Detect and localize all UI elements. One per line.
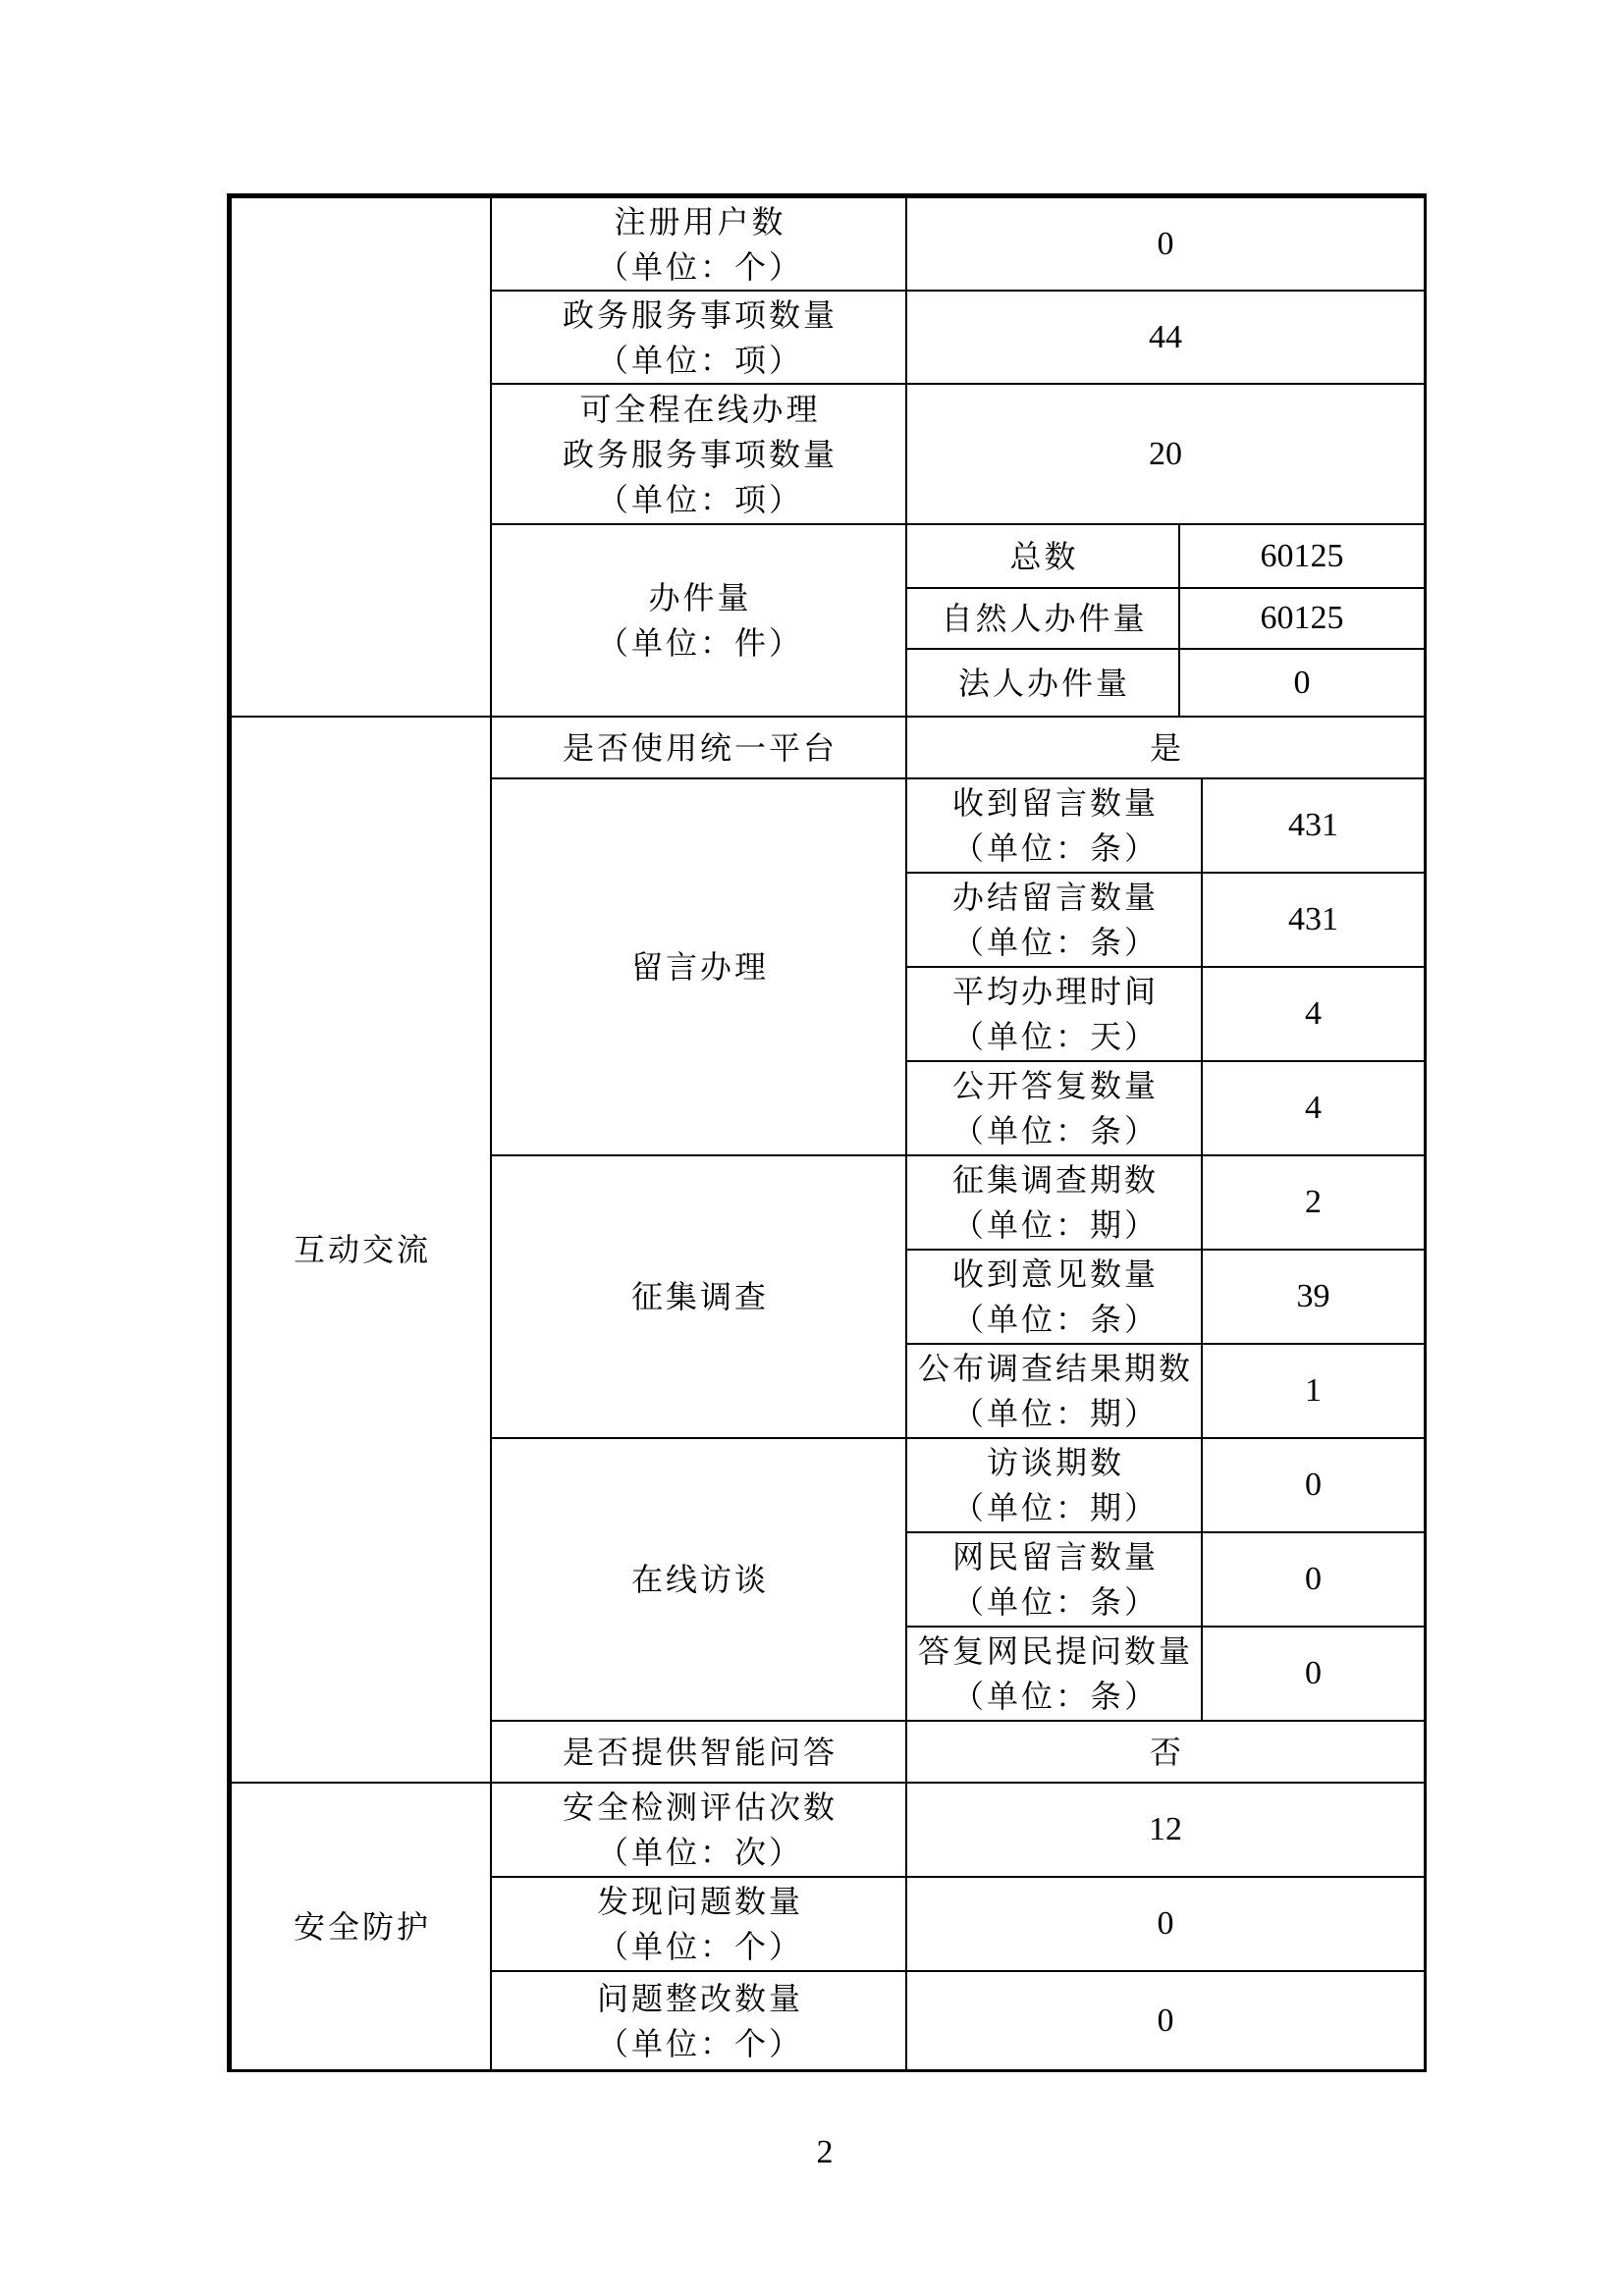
sub-value-opinions-received <box>1201 1249 1426 1345</box>
value-text: 0 <box>1157 1905 1174 1942</box>
label-unit: （单位：件） <box>596 625 803 661</box>
label-line: 公开答复数量 <box>951 1068 1159 1103</box>
category-cell-empty <box>230 196 492 718</box>
category-cell-security <box>230 1782 492 2071</box>
label-unit: （单位：条） <box>951 1302 1159 1337</box>
sub-value-messages-received <box>1201 777 1426 874</box>
sub-value-results-published <box>1201 1343 1426 1439</box>
value-text: 60125 <box>1260 600 1344 636</box>
label-unit: （单位：项） <box>596 481 803 517</box>
value-text: 60125 <box>1260 537 1344 574</box>
value-text: 0 <box>1305 1561 1322 1597</box>
label-line: 网民留言数量 <box>951 1539 1159 1575</box>
row-label-survey <box>490 1154 907 1439</box>
label-line: 自然人办件量 <box>941 601 1148 636</box>
sub-value-average-handling-time <box>1201 966 1426 1062</box>
label-line: 收到留言数量 <box>951 785 1159 821</box>
label-line: 是否使用统一平台 <box>562 729 838 766</box>
row-label-registered-users <box>490 196 907 292</box>
value-text: 2 <box>1305 1184 1322 1220</box>
row-label-unified-platform <box>490 716 907 779</box>
value-text: 否 <box>1149 1734 1184 1770</box>
sub-value-public-replies <box>1201 1060 1426 1156</box>
sub-label-public-replies <box>905 1060 1203 1156</box>
label-unit: （单位：项） <box>596 342 803 378</box>
sub-label-questions-answered <box>905 1626 1203 1722</box>
label-line: 总数 <box>1009 538 1079 574</box>
label-unit: （单位：个） <box>596 2025 803 2061</box>
sub-value-natural-person <box>1178 587 1426 650</box>
sub-value-legal-person <box>1178 648 1426 718</box>
label-line: 政务服务事项数量 <box>562 296 838 333</box>
label-line: 答复网民提问数量 <box>917 1633 1193 1669</box>
sub-label-messages-received <box>905 777 1203 874</box>
value-text: 1 <box>1305 1372 1322 1409</box>
sub-value-messages-completed <box>1201 872 1426 968</box>
row-label-service-items <box>490 290 907 385</box>
sub-label-results-published <box>905 1343 1203 1439</box>
sub-value-interview-issues <box>1201 1437 1426 1533</box>
page-number: 2 <box>816 2134 834 2170</box>
value-text: 44 <box>1149 318 1182 355</box>
label-line: 征集调查期数 <box>951 1162 1159 1198</box>
label-line: 法人办件量 <box>957 665 1130 701</box>
row-label-case-volume <box>490 523 907 718</box>
sub-value-questions-answered <box>1201 1626 1426 1722</box>
row-label-online-interview <box>490 1437 907 1722</box>
value-text: 0 <box>1305 1467 1322 1503</box>
label-unit: （单位：期） <box>951 1396 1159 1431</box>
value-text: 0 <box>1157 2002 1174 2039</box>
label-line: 发现问题数量 <box>596 1884 803 1919</box>
row-value-online-service-items <box>905 383 1426 525</box>
label-unit: （单位：个） <box>596 1929 803 1964</box>
category-label: 安全防护 <box>293 1908 431 1945</box>
label-unit: （单位：个） <box>596 248 803 285</box>
sub-label-messages-completed <box>905 872 1203 968</box>
sub-label-interview-issues <box>905 1437 1203 1533</box>
label-unit: （单位：条） <box>951 1113 1159 1148</box>
value-text: 0 <box>1305 1655 1322 1691</box>
row-value-smart-qa <box>905 1720 1426 1784</box>
category-cell-interaction <box>230 716 492 1784</box>
sub-label-survey-issues <box>905 1154 1203 1251</box>
label-line: 安全检测评估次数 <box>562 1789 838 1825</box>
row-value-problems-found <box>905 1876 1426 1972</box>
value-text: 431 <box>1288 807 1338 843</box>
label-line: 注册用户数 <box>614 203 786 240</box>
row-value-unified-platform <box>905 716 1426 779</box>
label-line: 办结留言数量 <box>951 880 1159 915</box>
value-text: 4 <box>1305 1090 1322 1126</box>
label-line: 公布调查结果期数 <box>917 1351 1193 1386</box>
value-text: 4 <box>1305 995 1322 1032</box>
row-label-problems-found <box>490 1876 907 1972</box>
sub-label-natural-person <box>905 587 1180 650</box>
label-unit: （单位：次） <box>596 1835 803 1870</box>
value-text: 39 <box>1296 1278 1330 1314</box>
label-unit: （单位：期） <box>951 1207 1159 1243</box>
label-unit: （单位：条） <box>951 925 1159 960</box>
label-unit: （单位：条） <box>951 1584 1159 1620</box>
label-unit: （单位：天） <box>951 1019 1159 1054</box>
value-text: 431 <box>1288 901 1338 937</box>
value-text: 0 <box>1157 225 1174 262</box>
sub-label-opinions-received <box>905 1249 1203 1345</box>
row-label-online-service-items <box>490 383 907 525</box>
label-unit: （单位：条） <box>951 830 1159 866</box>
row-value-service-items <box>905 290 1426 385</box>
label-line: 收到意见数量 <box>951 1256 1159 1292</box>
sub-label-average-handling-time <box>905 966 1203 1062</box>
value-text: 20 <box>1149 435 1182 472</box>
label-line: 访谈期数 <box>986 1445 1124 1480</box>
label-line: 征集调查 <box>630 1279 769 1314</box>
label-line: 留言办理 <box>630 949 769 985</box>
label-unit: （单位：期） <box>951 1490 1159 1525</box>
sub-value-netizen-messages <box>1201 1531 1426 1628</box>
label-line: 是否提供智能问答 <box>562 1734 838 1770</box>
label-unit: （单位：条） <box>951 1679 1159 1714</box>
sub-value-total <box>1178 523 1426 589</box>
sub-label-netizen-messages <box>905 1531 1203 1628</box>
row-value-problems-fixed <box>905 1970 1426 2071</box>
category-label: 互动交流 <box>293 1232 431 1267</box>
value-text: 12 <box>1149 1811 1182 1847</box>
row-value-registered-users <box>905 196 1426 292</box>
label-line: 在线访谈 <box>630 1562 769 1597</box>
row-label-message-handling <box>490 777 907 1156</box>
value-text: 0 <box>1293 664 1311 701</box>
label-line: 平均办理时间 <box>951 974 1159 1009</box>
value-text: 是 <box>1149 729 1184 766</box>
row-label-problems-fixed <box>490 1970 907 2071</box>
label-line: 问题整改数量 <box>596 1980 803 2016</box>
row-label-smart-qa <box>490 1720 907 1784</box>
label-line: 办件量 <box>648 580 752 615</box>
row-label-security-assessments <box>490 1782 907 1878</box>
row-value-security-assessments <box>905 1782 1426 1878</box>
label-line: 政务服务事项数量 <box>562 436 838 472</box>
label-line: 可全程在线办理 <box>579 391 821 427</box>
sub-value-survey-issues <box>1201 1154 1426 1251</box>
sub-label-legal-person <box>905 648 1180 718</box>
sub-label-total <box>905 523 1180 589</box>
